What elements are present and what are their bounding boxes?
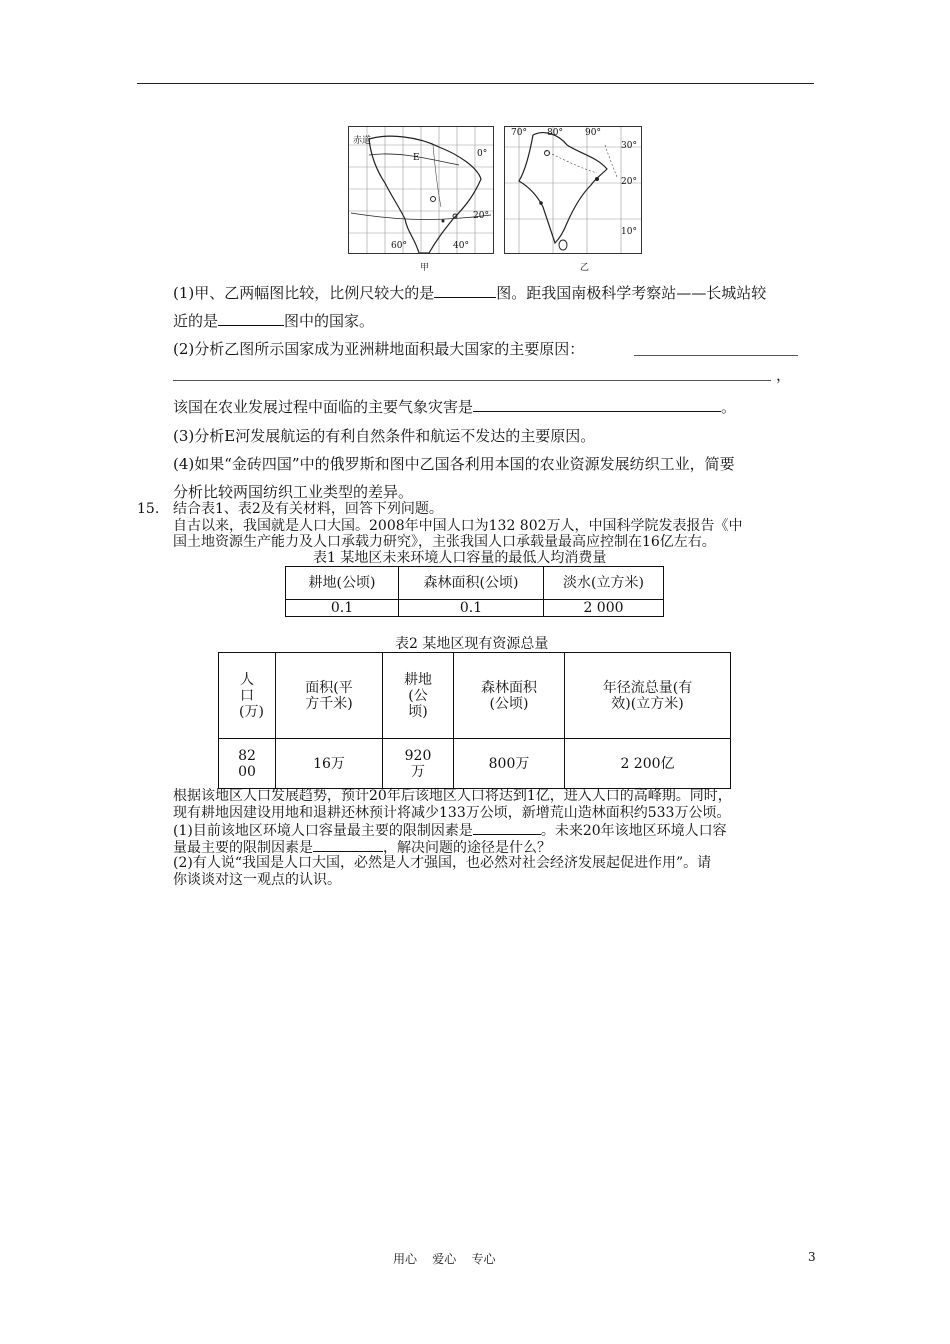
q15-sub2-line2: 你谈谈对这一观点的认识。 [173, 872, 341, 888]
page-number: 3 [808, 1250, 816, 1264]
header-rule [137, 83, 814, 84]
equator-label: 赤道 [353, 136, 372, 146]
q14-sub4-line2: 分析比较两国纺织工业类型的差异。 [173, 483, 414, 501]
answer-blank-future-factor[interactable] [313, 838, 383, 852]
lon-70-label: 70° [511, 128, 527, 138]
q14-sub2-line1: (2)分析乙图所示国家成为亚洲耕地面积最大国家的主要原因： [173, 340, 585, 358]
q14-sub2-line3: 该国在农业发展过程中面临的主要气象灾害是 。 [173, 398, 737, 416]
table2-header-cell: 耕地(公顷) [383, 653, 454, 739]
answer-line-reason-1[interactable] [634, 355, 798, 356]
q15-number: 15. [137, 501, 160, 517]
q14-sub2-comma: ， [776, 366, 792, 384]
q14-sub1-line1: (1)甲、乙两幅图比较，比例尺较大的是 图。距我国南极科学考察站——长城站较 [173, 284, 767, 302]
table2-title: 表2 某地区现有资源总量 [395, 636, 549, 652]
table2-cell: 920万 [383, 739, 454, 789]
map-caption-yi: 乙 [580, 263, 590, 273]
table2-cell: 2 200亿 [565, 739, 731, 789]
q15-para2-line1: 根据该地区人口发展趋势，预计20年后该地区人口将达到1亿，进入人口的高峰期。同时， [173, 788, 732, 804]
q14-sub4-line1: (4)如果“金砖四国”中的俄罗斯和图中乙国各利用本国的农业资源发展纺织工业，简要 [173, 455, 735, 473]
table2-header-row [219, 653, 731, 739]
table2-header-cell: 年径流总量(有效)(立方米) [565, 653, 731, 739]
table2-cell: 800万 [454, 739, 565, 789]
table1-header-cell: 淡水(立方米) [544, 567, 664, 600]
answer-blank-current-factor[interactable] [473, 821, 541, 835]
map-india [504, 126, 642, 254]
lat-0-label: 0° [477, 149, 488, 159]
q15-para2-line2: 现有耕地因建设用地和退耕还林预计将减少133万公顷，新增荒山造林面积约533万公顷。 [173, 805, 731, 821]
lat-10-label: 10° [621, 227, 637, 237]
answer-blank-disaster[interactable] [473, 398, 721, 412]
table2-header-cell: 人口(万) [219, 653, 276, 739]
map-caption-jia: 甲 [420, 263, 430, 273]
table1-title: 表1 某地区未来环境人口容量的最低人均消费量 [313, 550, 607, 566]
q15-sub1-line2: 量最主要的限制因素是 ，解决问题的途径是什么？ [173, 840, 551, 856]
q15-para1-line2: 国土地资源生产能力及人口承载力研究》，主张我国人口承载量最高应控制在16亿左右。 [173, 534, 716, 550]
lat-20-label: 20° [473, 211, 489, 221]
table2-cell: 8200 [219, 739, 276, 789]
q15-sub2-line1: (2)有人说“我国是人口大国，必然是人才强国，也必然对社会经济发展起促进作用”。请 [173, 855, 712, 871]
answer-blank-country[interactable] [218, 312, 284, 326]
table2-header-cell: 面积(平方千米) [276, 653, 383, 739]
table1-data-row [286, 600, 664, 617]
q15-sub1-line1: (1)目前该地区环境人口容量最主要的限制因素是 。未来20年该地区环境人口容 [173, 823, 727, 839]
table1-cell: 0.1 [399, 600, 544, 617]
table1 [285, 566, 664, 617]
table1-cell: 0.1 [286, 600, 399, 617]
map-south-america [348, 126, 494, 254]
table2 [218, 652, 731, 789]
table1-header-cell: 森林面积(公顷) [399, 567, 544, 600]
table1-header-cell: 耕地(公顷) [286, 567, 399, 600]
lat-20-label-right: 20° [621, 177, 637, 187]
lon-90-label: 90° [585, 128, 601, 138]
table2-cell: 16万 [276, 739, 383, 789]
q15-para1-line1: 自古以来，我国就是人口大国。2008年中国人口为132 802万人，中国科学院发表报告《中 [173, 518, 743, 534]
q14-sub3: (3)分析E河发展航运的有利自然条件和航运不发达的主要原因。 [173, 427, 596, 445]
lon-80-label: 80° [547, 128, 563, 138]
table2-header-cell: 森林面积(公顷) [454, 653, 565, 739]
answer-blank-scale[interactable] [434, 284, 496, 298]
answer-line-reason-2[interactable] [173, 380, 771, 381]
map-figure [348, 126, 642, 274]
lon-60-label: 60° [391, 241, 407, 251]
q15-intro: 结合表1、表2及有关材料，回答下列问题。 [173, 501, 443, 517]
footer-motto: 用心 爱心 专心 [393, 1252, 496, 1266]
table2-data-row [219, 739, 731, 789]
q14-sub1-line2: 近的是 图中的国家。 [173, 312, 375, 330]
table1-header-row [286, 567, 664, 600]
lon-40-label: 40° [453, 241, 469, 251]
river-e-label: E [413, 153, 420, 163]
table1-cell: 2 000 [544, 600, 664, 617]
lat-30-label: 30° [621, 141, 637, 151]
